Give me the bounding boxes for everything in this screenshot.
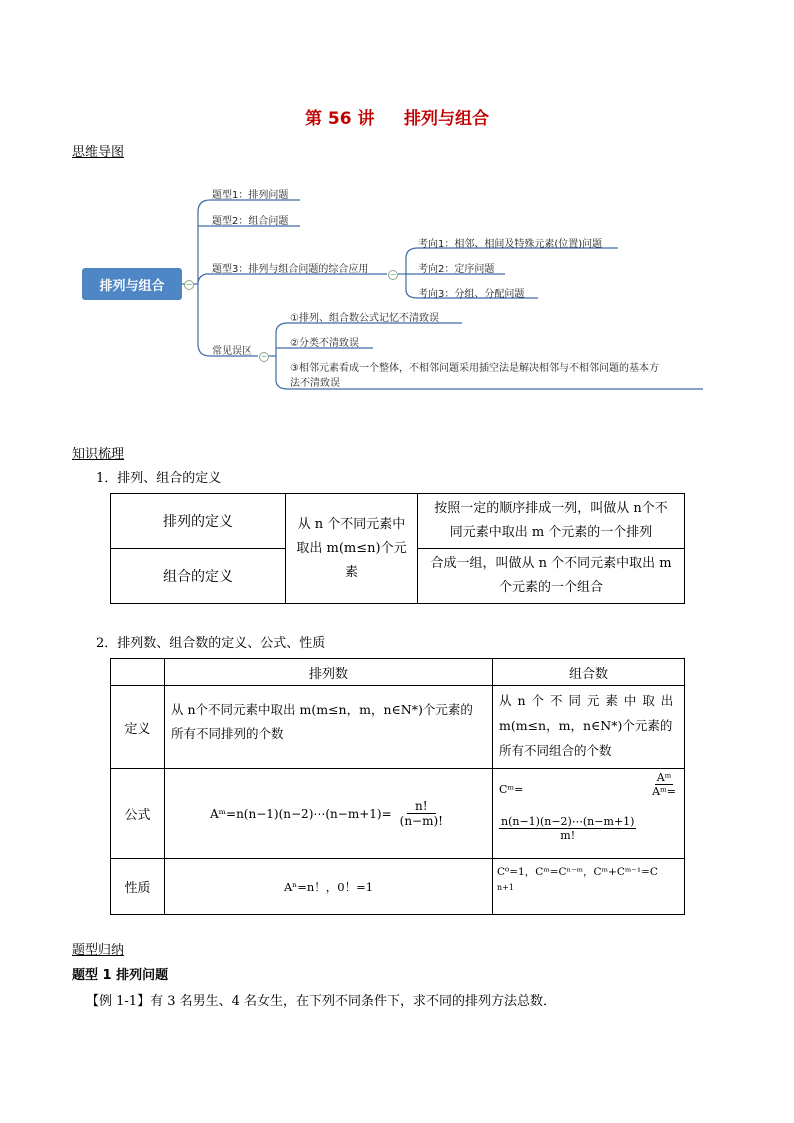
mindmap-sub-item: 考向1：相邻、相间及特殊元素(位置)问题 [418,239,603,250]
comb-def-line: m(m≤n，m，n∈N*)个元素的 [499,718,673,733]
mindmap-sub-item: ①排列、组合数公式记忆不清致误 [290,313,439,324]
mindmap-branch-type2: 题型2：组合问题 [212,216,289,227]
mindmap-connectors [0,0,794,420]
mindmap-sub-item: ③相邻元素看成一个整体，不相邻问题采用插空法是解决相邻与不相邻问题的基本方 [290,363,659,374]
comb-fraction-1 [652,771,676,798]
perm-def-line: 按照一定的顺序排成一列，叫做从 n个不 [434,501,668,516]
middle-line: 素 [344,564,358,580]
type1-heading: 题型 1 排列问题 [72,968,169,983]
collapse-icon[interactable]: − [185,280,193,289]
page-title: 第 56 讲 排列与组合 [304,109,490,129]
perm-formula [165,769,493,859]
row-def-label: 定义 [111,686,165,769]
mindmap-heading: 思维导图 [72,145,125,160]
perm-def [165,686,493,769]
mindmap-sub-item: 法不清致误 [290,378,340,389]
comb-def-line: 个元素的一个组合 [498,580,603,595]
comb-def [493,686,685,769]
perm-prop: Aⁿ=n！，0！=1 [165,859,493,915]
mindmap-branch-errors: 常见误区 [212,346,252,357]
collapse-icon[interactable]: − [389,270,397,279]
shared-middle-cell [286,494,418,604]
comb-fraction-2 [499,815,636,842]
perm-fraction [396,799,447,828]
perm-def-line: 从 n个不同元素中取出 m(m≤n，m，n∈N*)个元素的 [171,702,473,717]
perm-frac-den: (n−m)! [399,814,443,828]
mindmap-branch-type1: 题型1：排列问题 [212,190,289,201]
mindmap-branch-type3: 题型3：排列与组合问题的综合应用 [212,264,369,275]
comb-formula [493,769,685,859]
comb-def-line: 合成一组，叫做从 n 个不同元素中取出 m [430,556,672,571]
perm-formula-lhs: Aᵐ=n(n−1)(n−2)⋯(n−m+1)= [210,806,392,821]
perm-label: 排列的定义 [111,494,286,549]
row-prop-label: 性质 [111,859,165,915]
section-2-title: 2．排列数、组合数的定义、公式、性质 [96,636,326,651]
comb-formula-lhs: Cᵐ= [499,783,524,796]
collapse-icon[interactable]: − [260,352,268,361]
comb-frac2-den: m! [560,829,576,842]
comb-def-line: 所有不同组合的个数 [499,743,612,758]
perm-def-line: 同元素中取出 m 个元素的一个排列 [449,525,653,540]
comb-prop-line: C⁰=1，Cᵐ=Cⁿ⁻ᵐ，Cᵐ+Cᵐ⁻¹=C [497,866,658,878]
perm-def-line: 所有不同排列的个数 [171,726,284,741]
perm-def-cell [418,494,685,549]
example-1-1: 【例 1-1】有 3 名男生、4 名女生，在下列不同条件下，求不同的排列方法总数． [86,994,557,1009]
mindmap-sub-item: 考向2：定序问题 [418,264,495,275]
middle-line: 取出 m(m≤n)个元 [296,540,407,556]
mindmap-root: 排列与组合 [82,268,182,300]
comb-label: 组合的定义 [111,549,286,604]
head-perm: 排列数 [165,659,493,686]
comb-def-line: 从 n 个 不 同 元 素 中 取 出 [499,693,675,708]
comb-prop [493,859,685,915]
comb-frac2-num: n(n−1)(n−2)⋯(n−m+1) [501,815,635,828]
comb-prop-line: n+1 [497,883,514,892]
comb-frac1-den: Aᵐ= [652,785,676,798]
middle-line: 从 n 个不同元素中 [297,516,406,532]
row-formula-label: 公式 [111,769,165,859]
types-heading: 题型归纳 [72,943,125,958]
comb-frac1-num: Aᵐ [656,771,672,784]
mindmap-sub-item: 考向3：分组、分配问题 [418,289,525,300]
knowledge-heading: 知识梳理 [72,447,125,462]
section-1-title: 1．排列、组合的定义 [96,471,222,486]
mindmap-sub-item: ②分类不清致误 [290,338,359,349]
perm-frac-num: n! [407,799,436,814]
formula-table [110,658,685,915]
head-comb: 组合数 [493,659,685,686]
comb-def-cell [418,549,685,604]
definition-table [110,493,685,604]
